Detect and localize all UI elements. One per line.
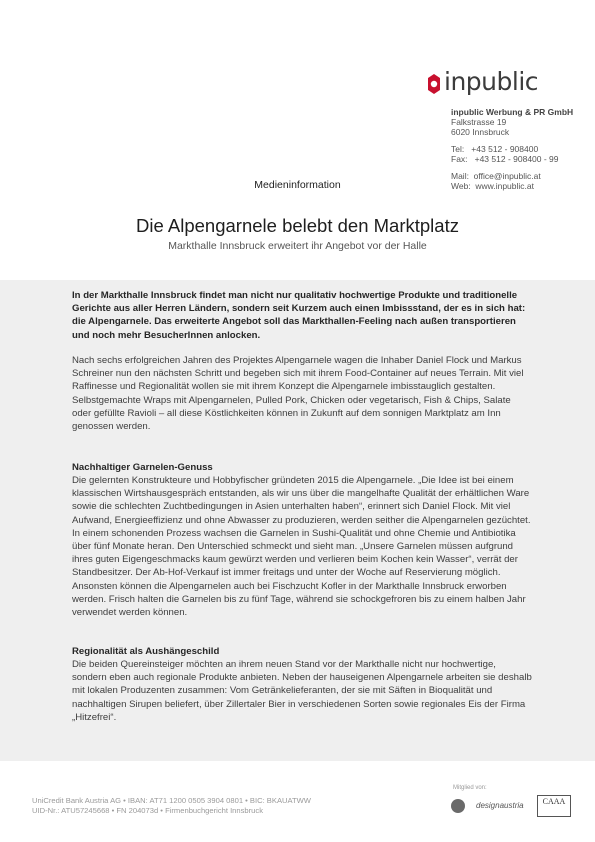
partner-caaa-text: CAAA [542, 797, 566, 806]
document-subtitle: Markthalle Innsbruck erweitert ihr Angebot vor der Halle [168, 240, 427, 252]
section-heading-2: Regionalität als Aushängeschild [72, 646, 220, 657]
company-street: Falkstrasse 19 [451, 117, 507, 127]
partner-caaa-logo [537, 795, 571, 817]
footer-registry-line: UID-Nr.: ATU57245668 • FN 204073d • Firmenbuchgericht Innsbruck [32, 806, 263, 815]
body-paragraph-1: Nach sechs erfolgreichen Jahren des Projektes Alpengarnele wagen die Inhaber Daniel Flock und Markus Schreiner nun den nächsten Schritt und begeben sich mit ihrem Food-Container auf neues Terrain. Mit viel Raffinesse und Regionalität wollen sie mit ihrem Konzept die Alpengarnele imbisstauglich gestalten. Selbstgemachte Wraps mit Alpengarnelen, Pulled Pork, Chicken oder vegetarisch, Fish & Chips, Salate oder gefüllte Ravioli – all diese Köstlichkeiten können in Zukunft auf dem sonnigen Marktplatz am Inn genossen werden. [72, 355, 524, 433]
section-heading-1: Nachhaltiger Garnelen-Genuss [72, 462, 213, 473]
lead-paragraph: In der Markthalle Innsbruck findet man nicht nur qualitativ hochwertige Produkte und traditionelle Gerichte aus aller Herren Ländern, sondern seit Kurzem auch einen Imbissstand, der es in sich hat: die Alpengarnele. Das erweiterte Angebot soll das Markthallen-Feeling nach außen transportieren und noch mehr BesucherInnen anlocken. [72, 290, 526, 341]
logo-wordmark: inpublic [444, 67, 539, 96]
company-city: 6020 Innsbruck [451, 127, 510, 137]
partner-circle-logo-icon [451, 799, 465, 813]
company-website[interactable]: Web: www.inpublic.at [451, 181, 534, 191]
document-title: Die Alpengarnele belebt den Marktplatz [136, 215, 459, 236]
partner-designaustria-logo: designaustria [476, 801, 524, 810]
company-phone: Tel: +43 512 - 908400 [451, 144, 539, 154]
company-email[interactable]: Mail: office@inpublic.at [451, 171, 541, 181]
footer-bank-line: UniCredit Bank Austria AG • IBAN: AT71 1200 0505 3904 0801 • BIC: BKAUATWW [32, 796, 311, 805]
company-name: inpublic Werbung & PR GmbH [451, 107, 574, 117]
body-paragraph-2: Die gelernten Konstrukteure und Hobbyfischer gründeten 2015 die Alpengarnele. „Die Idee ist bei einem klassischen Wirtshausgespräch entstanden, als wir uns über die mangelhafte Qualität der erhältlichen Ware sowie die schlechten Zuchtbedingungen in Asien unterhalten haben“, erinnert sich Daniel Flock. Mit viel Aufwand, Energieeffizienz und ohne Abwasser zu produzieren, werden seither die Alpengarnelen gezüchtet. In einem schonenden Prozess wachsen die Garnelen in Sushi-Qualität und ohne Chemie und Antibiotika über fünf Monate heran. Den Unterschied schmeckt und sieht man. „Unsere Garnelen müssen aufgrund ihres guten Eigengeschmacks kaum gewürzt werden und verlieren beim Kochen kein Wasser“, verrät der Standbesitzer. Der Ab-Hof-Verkauf ist immer freitags und unter der Woche auf Reservierung möglich. Ansonsten können die Alpengarnelen auch bei Fischzucht Kofler in der Markthalle Innsbruck erworben werden. Frisch halten die Garnelen bis zu fünf Tage, während sie schockgefroren bis zu einem halben Jahr verwendet werden können. [72, 475, 531, 619]
document-type: Medieninformation [254, 179, 341, 191]
body-paragraph-3: Die beiden Quereinsteiger möchten an ihrem neuen Stand vor der Markthalle nicht nur hochwertige, sondern eben auch regionale Produkte anbieten. Neben der hauseigenen Alpengarnele arbeiten sie deshalb mit lokalen Produzenten zusammen: Vom Getränkelieferanten, der sie mit Säften in Bioqualität und nachhaltigen Sirupen beliefert, über Zillertaler Bier in verschiedenen Sorten sowie regionales Eis der Firma „Hitzefrei“. [72, 659, 532, 723]
partner-label: Mitglied von: [453, 785, 487, 791]
company-fax: Fax: +43 512 - 908400 - 99 [451, 154, 559, 164]
